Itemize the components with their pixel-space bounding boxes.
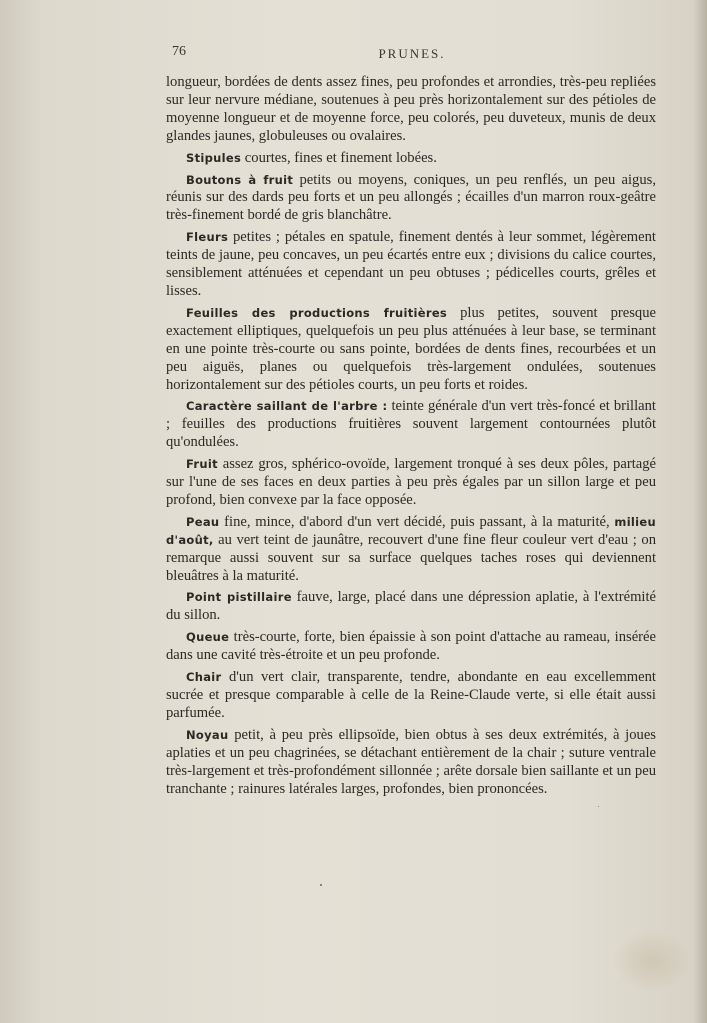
paper-stain xyxy=(612,930,692,992)
entry-term: Queue xyxy=(186,630,230,645)
paragraph-text: fine, mince, d'abord d'un vert décidé, puis passant, à la maturité, xyxy=(224,513,610,530)
paragraph-point-pistillaire xyxy=(166,589,656,625)
paragraph-feuilles xyxy=(166,305,656,395)
paragraph-text: assez gros, sphérico-ovoïde, largement tronqué à ses deux pôles, partagé sur l'une de ses faces en deux parties à peu près égales par un sillon large et peu profond, bien convexe par la face opposée. xyxy=(166,456,656,508)
entry-term: Fleurs xyxy=(186,230,229,245)
paragraph-stipules xyxy=(166,150,656,168)
body-text xyxy=(166,74,656,802)
book-spine-shadow xyxy=(693,0,707,1023)
paper-speck xyxy=(598,806,599,807)
paragraph-fruit xyxy=(166,456,656,510)
paragraph-chair xyxy=(166,669,656,723)
entry-term: Point pistillaire xyxy=(186,590,292,605)
page-number: 76 xyxy=(172,44,186,59)
paragraph-text: longueur, bordées de dents assez fines, peu profondes et arrondies, très-peu repliées sur leur nervure médiane, soutenues à peu près horizontalement sur des pétioles de moyenne longueur et de moyenne force, peu colorés, peu duveteux, munis de deux glandes jaunes, globuleuses ou ovalaires. xyxy=(166,74,656,144)
paragraph-text: plus petites, souvent presque exactement elliptiques, quelquefois un peu plus atténuées à leur base, se terminant en une pointe très-courte ou sans pointe, bordées de dents fines, recourbées et un peu aiguës, planes ou quelquefois très-largement ondulées, soutenues horizontalement sur des pétioles courts, un peu forts et roides. xyxy=(166,304,656,393)
paragraph-text: courtes, fines et finement lobées. xyxy=(244,149,437,166)
paragraph-text: fauve, large, placé dans une dépression aplatie, à l'extrémité du sillon. xyxy=(166,589,657,624)
entry-term: Fruit xyxy=(186,457,218,472)
entry-term: Noyau xyxy=(186,727,229,742)
paragraph-peau xyxy=(166,514,656,586)
paragraph-text: très-courte, forte, bien épaissie à son point d'attache au rameau, insérée dans une cavité très-étroite et un peu profonde. xyxy=(166,629,656,664)
paragraph-noyau xyxy=(166,727,656,799)
paragraph-text-continued: au vert teint de jaunâtre, recouvert d'une fine fleur couleur vert d'eau ; on remarque aussi souvent sur sa surface quelques taches roses qui deviennent bleuâtres à la maturité. xyxy=(166,531,656,584)
entry-term: Chair xyxy=(186,670,222,685)
paragraph-text: teinte générale d'un vert très-foncé et brillant ; feuilles des productions fruitières souvent largement contournées plutôt qu'ondulées. xyxy=(166,398,656,451)
paragraph-continuation xyxy=(166,74,656,146)
paragraph-text: petits ou moyens, coniques, un peu renflés, un peu aigus, réunis sur des dards peu forts et un peu allongés ; écailles d'un marron roux-geâtre très-finement bordé de gris blanchâtre. xyxy=(166,171,656,224)
page-header xyxy=(172,44,652,66)
entry-term: Boutons à fruit xyxy=(186,172,294,187)
entry-term: Caractère saillant de l'arbre : xyxy=(186,399,388,414)
entry-term: Feuilles des productions fruitières xyxy=(186,305,448,320)
paragraph-text: petit, à peu près ellipsoïde, bien obtus à ses deux extrémités, à joues aplaties et un peu chagrinées, se détachant entièrement de la chair ; suture ventrale très-largement et très-profondément sillonnée ; arête dorsale bien saillante et un peu tranchante ; rainures latérales larges, profondes, bien prononcées. xyxy=(166,726,656,797)
paragraph-caractere xyxy=(166,398,656,452)
running-title: PRUNES. xyxy=(378,46,446,61)
paper-speck xyxy=(320,884,322,886)
paragraph-boutons xyxy=(166,172,656,226)
entry-term: Stipules xyxy=(186,150,242,165)
entry-term-ripening: milieu d'août, xyxy=(166,514,657,547)
paragraph-text: petites ; pétales en spatule, finement dentés à leur sommet, légèrement teints de jaune, peu concaves, un peu écartés entre eux ; divisions du calice courtes, sensiblement atténuées et cependant un peu obtuses ; pédicelles courts, grêles et lisses. xyxy=(166,229,656,299)
entry-term: Peau xyxy=(186,514,220,529)
paragraph-fleurs xyxy=(166,229,656,301)
paragraph-queue xyxy=(166,629,656,665)
paragraph-text: d'un vert clair, transparente, tendre, abondante en eau excellemment sucrée et presque comparable à celle de la Reine-Claude verte, si elle était aussi parfumée. xyxy=(166,669,656,721)
